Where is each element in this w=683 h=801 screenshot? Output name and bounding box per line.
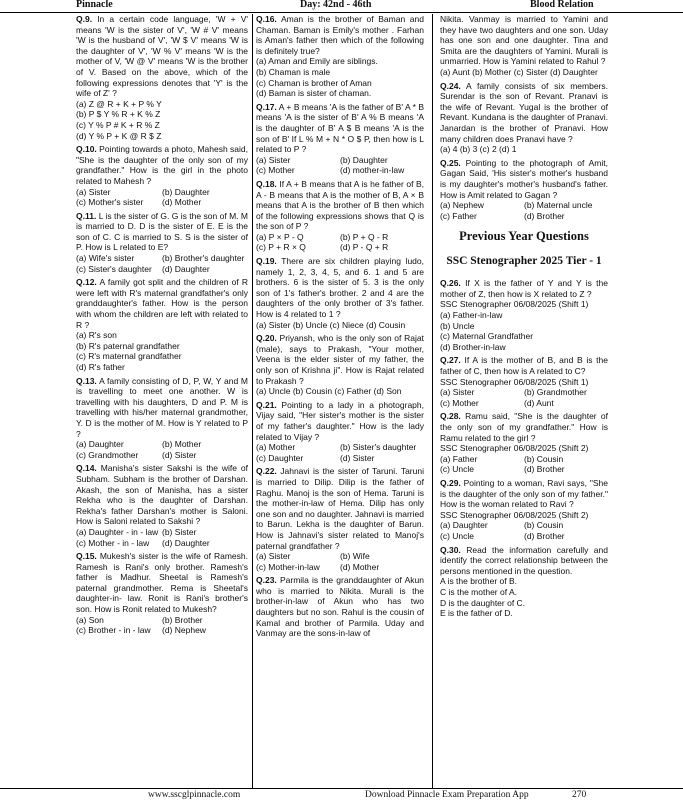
question-text <box>256 333 424 386</box>
question-body: In a certain code language, 'W + V' means 'W is the sister of V', 'W # V' means 'W is the husband of V', 'W $ V' means 'W is the daughter of V', 'W % V' means 'W is the mother of V, 'W @ V' means 'W is the brother of V. Based on the above, which of the following expressions denotes that 'Y' is the wife of Z' ? <box>76 14 248 99</box>
answer-option: (a) Sister (b) Uncle (c) Niece (d) Cousin <box>256 319 406 330</box>
question-body: Jahnavi is the sister of Taruni. Taruni is married to Dilip. Dilip is the father of Raghu. Manoj is the son of Hema. Taruni is the mother-in-law of Hema. Dilip has only one son and no daughter. Jahnavi is married to Barun. Lekha is the daughter of Barun. How is Jahnavi's sister related to Manoj's paternal grandfather ? <box>256 466 424 551</box>
question-number: Q.28. <box>440 411 461 422</box>
question-number: Q.18. <box>256 178 277 189</box>
answer-option: (a) Uncle (b) Cousin (c) Father (d) Son <box>256 386 402 397</box>
answer-option: (b) Cousin <box>524 453 564 464</box>
header-brand: Pinnacle <box>76 0 113 10</box>
answer-options-row <box>76 450 248 461</box>
column-divider <box>432 14 433 788</box>
answer-option: (b) Mother <box>162 439 202 450</box>
question-block <box>256 466 424 572</box>
question-body: Aman is the brother of Baman and Chaman. Baman is Emily's mother . Farhan is Aman's father then which of the following is definitely true? <box>256 14 424 56</box>
answer-option: (a) 4 (b) 3 (c) 2 (d) 1 <box>440 144 517 155</box>
answer-option: (d) Brother <box>524 530 565 541</box>
answer-option: (b) Wife <box>340 551 370 562</box>
question-text <box>256 466 424 551</box>
column-3-top <box>440 14 608 221</box>
answer-option: (a) Daughter - in - law <box>76 526 159 537</box>
answer-option: (a) R's son <box>76 330 117 341</box>
answer-option: (d) Brother <box>524 464 565 475</box>
question-text <box>256 179 424 232</box>
answer-option: (c) Chaman is brother of Aman <box>256 77 372 88</box>
answer-option: (a) Wife's sister <box>76 253 135 264</box>
question-number: Q.20. <box>256 333 277 344</box>
answer-option: (b) Maternal uncle <box>524 200 593 211</box>
question-text <box>76 277 248 330</box>
answer-option: (c) Uncle <box>440 464 475 475</box>
column-3 <box>440 14 608 622</box>
question-text <box>256 256 424 320</box>
answer-options-row <box>256 442 424 453</box>
answer-option: (a) Daughter <box>76 439 124 450</box>
answer-option: (c) Mother - in - law <box>76 537 150 548</box>
answer-options-row <box>440 464 608 475</box>
question-number: Q.11. <box>76 210 97 221</box>
question-number: Q.30. <box>440 544 461 555</box>
answer-options-row <box>440 211 608 222</box>
answer-options-row <box>76 538 248 549</box>
column-2 <box>256 14 424 642</box>
question-source: SSC Stenographer 06/08/2025 (Shift 1) <box>440 376 589 387</box>
question-block <box>256 575 424 639</box>
answer-option: (a) Aunt (b) Mother (c) Sister (d) Daughter <box>440 66 598 77</box>
footer-app-note: Download Pinnacle Exam Preparation App <box>365 790 529 800</box>
question-number: Q.24. <box>440 80 461 91</box>
answer-option: A is the brother of B. <box>440 576 518 587</box>
answer-option: (b) Uncle <box>440 320 475 331</box>
answer-option: (d) Nephew <box>162 625 206 636</box>
question-body: Manisha's sister Sakshi is the wife of Subham. Subham is the brother of Darshan. Akash, the son of Manisha, has a sister Rekha who is the daughter of Darshan. Rekha's father Darshan's mother is Saloni. How is Saloni related to Sakshi ? <box>76 463 248 527</box>
column-3-bottom <box>440 278 608 618</box>
answer-option: (c) Maternal Grandfather <box>440 331 534 342</box>
question-number: Q.29. <box>440 477 461 488</box>
answer-option: (d) Aunt <box>524 397 554 408</box>
answer-options-row <box>256 562 424 573</box>
question-text <box>256 102 424 155</box>
question-body: Priyansh, who is the only son of Rajat (male), says to Prakash, "Your mother, Veena is the elder sister of my father, the only son of Krishna ji". How is Rajat related to Prakash ? <box>256 333 424 386</box>
question-block <box>76 144 248 208</box>
question-text <box>76 211 248 253</box>
question-body: Parmila is the granddaughter of Akun who is married to Nikita. Murali is the brother-in-law of Akun who has two daughters but no son. Rahul is the cousin of Kamal and brother of Parmila. Uday and Vanmay are the sons-in-law of <box>256 575 424 639</box>
question-number: Q.9. <box>76 14 93 24</box>
answer-option: (b) Brother <box>162 614 203 625</box>
question-body: Pointing to a woman, Ravi says, "She is the daughter of the only son of my father." How is the woman related to Ravi ? <box>440 477 608 510</box>
page-number: 270 <box>572 790 587 800</box>
answer-option: (b) Sister's daughter <box>340 442 417 453</box>
answer-options-row <box>256 155 424 166</box>
question-block <box>256 256 424 330</box>
answer-option: (b) R's paternal grandfather <box>76 340 180 351</box>
question-block <box>440 81 608 155</box>
question-text <box>440 478 608 510</box>
question-text <box>256 14 424 56</box>
answer-option: (b) Chaman is male <box>256 66 331 77</box>
answer-option: (a) Father <box>440 453 478 464</box>
column-1 <box>76 14 248 639</box>
question-source: SSC Stenographer 06/08/2025 (Shift 1) <box>440 299 589 310</box>
question-block <box>76 14 248 141</box>
question-text <box>76 551 248 615</box>
question-block <box>440 14 608 78</box>
answer-option: (d) Brother-in-law <box>440 341 506 352</box>
exam-title: SSC Stenographer 2025 Tier - 1 <box>446 255 602 268</box>
answer-options-row <box>440 387 608 398</box>
answer-option: (a) Daughter <box>440 520 488 531</box>
page-header <box>0 0 683 13</box>
answer-options-row <box>256 232 424 243</box>
answer-options-row <box>440 520 608 531</box>
answer-option: (d) R's father <box>76 362 125 372</box>
question-body: Ramu said, "She is the daughter of the only son of my grandfather." How is Ramu related to the girl ? <box>440 411 608 443</box>
answer-options-row <box>76 625 248 636</box>
answer-option: (a) Aman and Emily are siblings. <box>256 56 378 67</box>
answer-options-row <box>256 242 424 253</box>
question-number: Q.17. <box>256 101 277 112</box>
answer-option: (b) Daughter <box>340 154 388 165</box>
answer-option: E is the father of D. <box>440 608 513 619</box>
answer-option: (c) Brother - in - law <box>76 625 151 636</box>
question-block <box>440 478 608 542</box>
answer-options-row <box>76 615 248 626</box>
question-body: Read the information carefully and identify the correct relationship between the persons mentioned in the question. <box>440 544 608 576</box>
question-body: A + B means 'A is the father of B' A * B means 'A is the sister of B' A % B means 'A is the daughter of B' A $ B means 'A is the son of B' If L % M + N * O $ P, then how is L related to P ? <box>256 101 424 155</box>
answer-options-row <box>76 187 248 198</box>
answer-option: (d) Daughter <box>162 263 210 274</box>
question-body: L is the sister of G. G is the son of M. M is married to D. D is the sister of E. E is the son of C. C is married to S. S is the sister of P. How is L related to E? <box>76 210 248 253</box>
question-block <box>440 545 608 619</box>
question-block <box>256 14 424 99</box>
answer-options-row <box>256 453 424 464</box>
question-number: Q.21. <box>256 399 277 410</box>
question-body: Pointing towards a photo, Mahesh said, "She is the daughter of the only son of my grandfather." How is the girl in the photo related to Mahesh ? <box>76 144 249 186</box>
question-block <box>76 376 248 461</box>
question-block <box>440 278 608 352</box>
answer-option: (d) Daughter <box>162 537 210 548</box>
answer-option: (d) Y % P + K @ R $ Z <box>76 130 162 141</box>
answer-option: (b) Daughter <box>162 186 210 197</box>
question-body: A family consisting of D, P, W, Y and M is travelling to meet one another. W is travelling with his daughters, D and P. M is travelling with his/her maternal grandmother, Y. D is the mother of M. How is Y related to P ? <box>76 375 248 439</box>
answer-option: (a) Mother <box>256 442 296 453</box>
question-number: Q.14. <box>76 463 97 474</box>
question-text <box>440 14 608 67</box>
question-number: Q.15. <box>76 551 97 562</box>
question-body: Pointing to a lady in a photograph, Vijay said, "Her sister's mother is the sister of my father's daughter." How is the lady related to Vijay ? <box>256 399 424 442</box>
question-text <box>440 81 608 145</box>
answer-option: (a) Sister <box>256 154 291 165</box>
answer-option: (d) P - Q + R <box>340 242 389 253</box>
question-block <box>440 411 608 475</box>
answer-option: (a) P × P - Q <box>256 231 304 242</box>
answer-options-row <box>76 439 248 450</box>
section-title: Previous Year Questions <box>459 229 589 244</box>
answer-option: (b) P $ Y % R + K % Z <box>76 109 161 120</box>
answer-option: (d) Mother <box>340 561 380 572</box>
question-text <box>440 411 608 443</box>
question-body: If X is the father of Y and Y is the mother of Z, then how is X related to Z ? <box>440 278 608 299</box>
answer-option: (a) Z @ R + K + P % Y <box>76 98 162 109</box>
question-body: Mukesh's sister is the wife of Ramesh. Ramesh is Rani's only brother. Ramesh's father is Madhur. Sheetal is Ramesh's paternal grandmother. Rema is Sheetal's daughter-in- law. Ronit is Rani's brother's son. How is Ronit related to Mukesh? <box>76 551 248 615</box>
header-topic: Blood Relation <box>530 0 594 10</box>
question-text <box>76 14 248 99</box>
question-text <box>440 355 608 376</box>
question-text <box>76 144 248 186</box>
question-body: If A + B means that A is he father of B, A - B means that A is the mother of B, A × B means that A is the brother of B then which of the following expressions shows that Q is the son of P ? <box>256 178 424 232</box>
question-text <box>440 545 608 577</box>
question-text <box>76 376 248 440</box>
question-block <box>256 179 424 253</box>
question-text <box>256 575 424 639</box>
question-body: Pointing to the photograph of Amit, Gagan Said, 'His sister's mother's husband is my daughter's mother's husband's father. How is Amit related to Gagan ? <box>440 157 608 200</box>
answer-options-row <box>256 165 424 176</box>
question-text <box>440 158 608 200</box>
answer-option: (c) Y % P # K + R % Z <box>76 119 160 130</box>
answer-option: (d) mother-in-law <box>340 165 405 176</box>
question-block <box>440 158 608 222</box>
question-block <box>76 463 248 548</box>
question-number: Q.16. <box>256 14 277 24</box>
question-block <box>76 277 248 372</box>
answer-options-row <box>76 527 248 538</box>
answer-option: (a) Nephew <box>440 200 484 211</box>
answer-option: (a) Son <box>76 614 104 625</box>
answer-option: (d) Mother <box>162 197 202 208</box>
footer-website[interactable]: www.sscglpinnacle.com <box>148 790 241 800</box>
answer-option: (b) P + Q - R <box>340 231 389 242</box>
question-body: Nikita. Vanmay is married to Yamini and they have two daughters and one son. Uday has one son and one daughter. Tina and Smita are the daughters of Yamini. Murali is unmarried. How is Yamini related to Rahul ? <box>440 14 608 67</box>
question-number: Q.12. <box>76 277 97 288</box>
answer-options-row <box>256 551 424 562</box>
answer-options-row <box>76 197 248 208</box>
question-text <box>256 400 424 442</box>
page-footer <box>0 788 683 801</box>
answer-option: (c) Uncle <box>440 530 475 541</box>
answer-option: (c) Mother <box>256 165 295 176</box>
question-text <box>440 278 608 299</box>
answer-option: (c) P + R × Q <box>256 242 306 253</box>
question-block <box>256 102 424 176</box>
question-block <box>440 355 608 408</box>
answer-option: D is the daughter of C. <box>440 597 526 608</box>
question-body: A family consists of six members. Surendar is the son of Revant. Pranavi is the wife of Revant. Yugal is the brother of Revant. Kundana is the daughter of Pranavi. Janardan is the brother of Pranavi. How many children does Pranavi have ? <box>440 80 608 144</box>
answer-option: (c) Grandmother <box>76 449 139 460</box>
question-number: Q.23. <box>256 575 277 586</box>
question-number: Q.19. <box>256 256 277 267</box>
answer-option: (b) Brother's daughter <box>162 253 245 264</box>
question-block <box>256 333 424 397</box>
answer-option: (d) Baman is sister of chaman. <box>256 88 372 99</box>
answer-option: (c) R's maternal grandfather <box>76 351 182 362</box>
answer-option: (c) Sister's daughter <box>76 263 152 274</box>
question-body: A family got split and the children of R were left with R's maternal grandfather's only granddaughter's father. How is the person with whom the children are left with related to R ? <box>76 277 248 330</box>
answer-option: (a) Sister <box>256 551 291 562</box>
answer-options-row <box>440 454 608 465</box>
question-block <box>76 211 248 275</box>
answer-option: (a) Father-in-law <box>440 310 503 321</box>
answer-option: (b) Sister <box>162 526 197 537</box>
question-block <box>256 400 424 464</box>
answer-option: (c) Mother-in-law <box>256 561 320 572</box>
answer-option: (c) Father <box>440 210 477 221</box>
answer-option: (d) Brother <box>524 210 565 221</box>
question-source: SSC Stenographer 06/08/2025 (Shift 2) <box>440 443 589 454</box>
question-body: If A is the mother of B, and B is the father of C, then how is A related to C? <box>440 355 609 377</box>
question-number: Q.25. <box>440 157 461 168</box>
answer-options-row <box>440 398 608 409</box>
question-number: Q.10. <box>76 144 97 155</box>
answer-option: (c) Mother's sister <box>76 197 144 208</box>
answer-option: (c) Daughter <box>256 452 304 463</box>
header-day: Day: 42nd - 46th <box>300 0 372 10</box>
answer-option: (b) Cousin <box>524 520 564 531</box>
answer-options-row <box>76 253 248 264</box>
answer-option: (a) Sister <box>76 186 111 197</box>
question-block <box>76 551 248 636</box>
answer-option: (d) Sister <box>340 452 375 463</box>
question-body: There are six children playing ludo, namely 1, 2, 3, 4, 5, and 6. 1 and 5 are brothers. 6 is the sister of 5. 3 is the only son of 1's father's brother. 2 and 4 are the daughters of the only brother of 3's father. How is 4 related to 1 ? <box>256 256 424 320</box>
question-number: Q.13. <box>76 375 97 386</box>
answer-options-row <box>440 531 608 542</box>
answer-option: C is the mother of A. <box>440 586 518 597</box>
answer-option: (d) Sister <box>162 449 197 460</box>
answer-option: (c) Mother <box>440 397 479 408</box>
column-divider <box>252 14 253 788</box>
question-text <box>76 463 248 527</box>
question-number: Q.22. <box>256 466 277 477</box>
question-number: Q.27. <box>440 355 461 366</box>
answer-option: (a) Sister <box>440 387 475 398</box>
answer-options-row <box>440 200 608 211</box>
question-number: Q.26. <box>440 278 461 289</box>
question-source: SSC Stenographer 06/08/2025 (Shift 2) <box>440 509 589 520</box>
answer-option: (b) Grandmother <box>524 387 587 398</box>
answer-options-row <box>76 264 248 275</box>
